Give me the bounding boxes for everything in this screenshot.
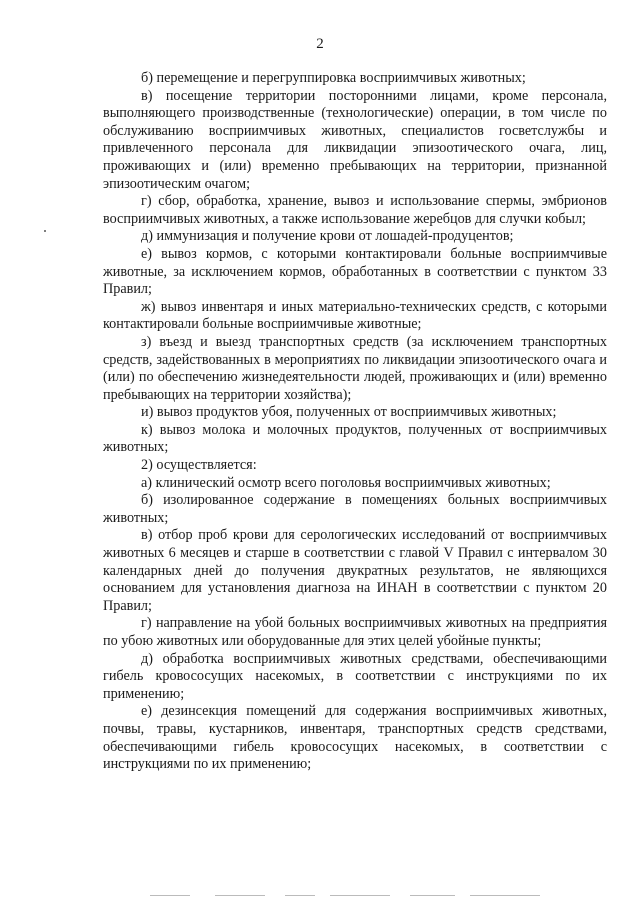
paragraph: 2) осуществляется: <box>141 457 257 474</box>
paragraph: в) посещение территории посторонними лицами, кроме персонала, выполняющего производственные (технологические) операции, в том числе по обслуживанию восприимчивых животных, специалистов госветслужбы и привлеченного персонала для ликвидации эпизоотического очага, лиц, проживающих и (или) временно пребывающих на территории, признанной эпизоотическим очагом; <box>103 87 607 192</box>
paragraph: в) отбор проб крови для серологических исследований от восприимчивых животных 6 месяцев и старше в соответствии с главой V Правил с интервалом 30 календарных дней до получения двукратных результатов, не являющихся основанием для установления диагноза на ИНАН в соответствии с пунктом 20 Правил; <box>103 527 607 614</box>
scan-edge-artifact <box>0 895 640 899</box>
paragraph: з) въезд и выезд транспортных средств (за исключением транспортных средств, задействованных в мероприятиях по ликвидации эпизоотического очага и (или) по обеспечению жизнедеятельности людей, проживающих и (или) временно пребывающих на территории хозяйства); <box>103 333 607 403</box>
paragraph: к) вывоз молока и молочных продуктов, полученных от восприимчивых животных; <box>103 421 607 456</box>
paragraph: д) обработка восприимчивых животных средствами, обеспечивающими гибель кровососущих насекомых, в соответствии с инструкциями по их применению; <box>103 650 607 702</box>
paragraph: е) дезинсекция помещений для содержания восприимчивых животных, почвы, травы, кустарников, инвентаря, транспортных средств средствами, обеспечивающими гибель кровососущих насекомых, в соответствии с инструкциями по их применению; <box>103 703 607 773</box>
scan-speck <box>44 230 46 232</box>
paragraph: е) вывоз кормов, с которыми контактировали больные восприимчивые животные, за исключением кормов, обработанных в соответствии с пунктом 33 Правил; <box>103 245 607 298</box>
paragraph: и) вывоз продуктов убоя, полученных от восприимчивых животных; <box>141 404 557 421</box>
paragraph: б) изолированное содержание в помещениях больных восприимчивых животных; <box>103 492 607 526</box>
paragraph: ж) вывоз инвентаря и иных материально-технических средств, с которыми контактировали больные восприимчивые животные; <box>103 298 607 333</box>
paragraph: д) иммунизация и получение крови от лошадей-продуцентов; <box>141 228 514 245</box>
paragraph: а) клинический осмотр всего поголовья восприимчивых животных; <box>141 474 551 491</box>
page-number: 2 <box>316 36 324 52</box>
paragraph: б) перемещение и перегруппировка восприимчивых животных; <box>141 70 526 86</box>
paragraph: г) сбор, обработка, хранение, вывоз и использование спермы, эмбрионов восприимчивых животных, а также использование жеребцов для случки кобыл; <box>103 193 607 227</box>
paragraph: г) направление на убой больных восприимчивых животных на предприятия по убою животных или оборудованные для этих целей убойные пункты; <box>103 615 607 649</box>
document-body <box>103 70 607 774</box>
